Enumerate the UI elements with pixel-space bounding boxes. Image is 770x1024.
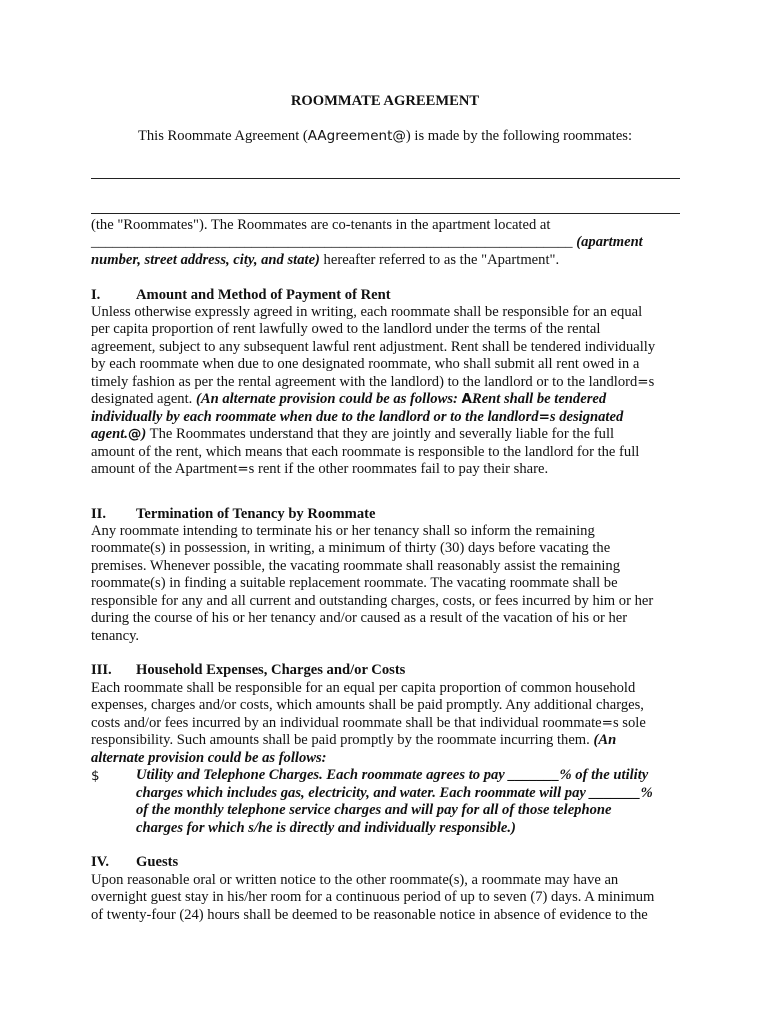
address-line-2 — [91, 252, 559, 270]
address-after: hereafter referred to as the "Apartment". — [319, 252, 560, 268]
section-1-line — [91, 461, 548, 479]
section-1-line — [91, 426, 614, 444]
text-span: = — [538, 409, 550, 425]
intro-prefix: This Roommate Agreement ( — [137, 128, 308, 144]
section-1-number: I. — [91, 287, 101, 303]
text-span: ) — [141, 426, 147, 442]
text-span: The Roommates understand that they are jointly and severally liable for the full — [146, 426, 615, 442]
text-span: responsibility. Such amounts shall be paid promptly by the roommate incurring them. — [91, 732, 594, 748]
section-3-line — [91, 732, 616, 750]
section-1-line: Unless otherwise expressly agreed in writing, each roommate shall be responsible for an equal — [91, 304, 643, 320]
section-1-line: amount of the rent, which means that each roommate is responsible to the landlord for the full — [91, 444, 640, 460]
address-line — [91, 234, 643, 252]
text-span: agent. — [91, 426, 128, 442]
section-2-line: tenancy. — [91, 628, 140, 644]
section-2-line: roommate(s) in finding a suitable replacement roommate. The vacating roommate shall be — [91, 575, 618, 591]
section-2-line: roommate(s) in possession, in writing, a minimum of thirty (30) days before vacating the — [91, 540, 611, 556]
section-1-line: by each roommate when due to one designated roommate, who shall submit all rent owed in a — [91, 356, 640, 372]
roommate-name-blank-1[interactable] — [91, 178, 680, 179]
text-span: s — [648, 374, 655, 390]
section-1-heading: Amount and Method of Payment of Rent — [136, 287, 391, 303]
section-3-line: expenses, charges and/or costs, which amounts shall be paid promptly. Any additional charges, — [91, 697, 644, 713]
section-1-line — [91, 391, 606, 409]
text-span: s sole — [612, 715, 646, 731]
section-2-line: Any roommate intending to terminate his or her tenancy shall so inform the remaining — [91, 523, 595, 539]
dollar-bullet-icon: $ — [91, 768, 100, 784]
text-span: timely fashion as per the rental agreement with the landlord) to the landlord or to the landlord — [91, 374, 638, 390]
section-3-line — [91, 715, 646, 733]
text-span: s rent if the other roommates fail to pay their share. — [248, 461, 549, 477]
bullet-line: charges which includes gas, electricity, and water. Each roommate will pay _______% — [136, 785, 653, 801]
section-3-line: alternate provision could be as follows: — [91, 750, 327, 766]
roommate-name-blank-2[interactable] — [91, 213, 680, 214]
text-span: A — [461, 391, 472, 407]
text-span: individually by each roommate when due to the landlord or to the landlord — [91, 409, 539, 425]
bullet-line: Utility and Telephone Charges. Each roommate agrees to pay _______% of the utility — [136, 767, 649, 783]
section-1-line — [91, 374, 654, 392]
address-hint-a: (apartment — [576, 234, 643, 250]
text-span: (An — [593, 732, 617, 748]
section-4-heading: Guests — [136, 854, 179, 870]
section-4-line: overnight guest stay in his/her room for a continuous period of up to seven (7) days. A minimum — [91, 889, 655, 905]
section-3-line: Each roommate shall be responsible for an equal per capita proportion of common household — [91, 680, 636, 696]
address-hint-b: number, street address, city, and state) — [91, 252, 320, 268]
text-span: = — [237, 461, 249, 477]
text-span: @ — [127, 426, 142, 442]
bullet-line: charges for which s/he is directly and individually responsible.) — [136, 820, 516, 836]
section-2-heading: Termination of Tenancy by Roommate — [136, 506, 376, 522]
section-4-line: Upon reasonable oral or written notice to the other roommate(s), a roommate may have an — [91, 872, 619, 888]
intro-suffix: ) is made by the following roommates: — [405, 128, 633, 144]
text-span: = — [601, 715, 613, 731]
text-span: = — [637, 374, 649, 390]
intro-line — [0, 128, 770, 145]
section-4-number: IV. — [91, 854, 109, 870]
section-3-number: III. — [91, 662, 112, 678]
text-span: amount of the Apartment — [91, 461, 238, 477]
section-2-number: II. — [91, 506, 107, 522]
text-span: designated agent. — [91, 391, 196, 407]
section-3-heading: Household Expenses, Charges and/or Costs — [136, 662, 406, 678]
text-span: costs and/or fees incurred by an individual roommate shall be that individual roommate — [91, 715, 602, 731]
intro-quote: AAgreement@ — [307, 128, 406, 144]
text-span: s designated — [549, 409, 624, 425]
address-blank[interactable]: __________________________________________________________________ — [91, 234, 573, 250]
section-1-line: per capita proportion of rent lawfully owed to the landlord under the terms of the rental — [91, 321, 601, 337]
text-span: (An alternate provision could be as follows: — [195, 391, 462, 407]
section-4-line: of twenty-four (24) hours shall be deemed to be reasonable notice in absence of evidence to the — [91, 907, 648, 923]
section-2-line: responsible for any and all current and outstanding charges, costs, or fees incurred by him or her — [91, 593, 654, 609]
text-span: Rent shall be tendered — [471, 391, 607, 407]
document-title: ROOMMATE AGREEMENT — [290, 93, 480, 109]
section-2-line: during the course of his or her tenancy and/or caused as a result of the vacation of his or her — [91, 610, 628, 626]
section-1-line: agreement, subject to any subsequent lawful rent adjustment. Rent shall be tendered individually — [91, 339, 656, 355]
section-1-line — [91, 409, 623, 427]
roommates-line: (the "Roommates"). The Roommates are co-tenants in the apartment located at — [91, 217, 551, 233]
section-2-line: premises. Whenever possible, the vacating roommate shall reasonably assist the remaining — [91, 558, 621, 574]
bullet-line: of the monthly telephone service charges and will pay for all of those telephone — [136, 802, 612, 818]
